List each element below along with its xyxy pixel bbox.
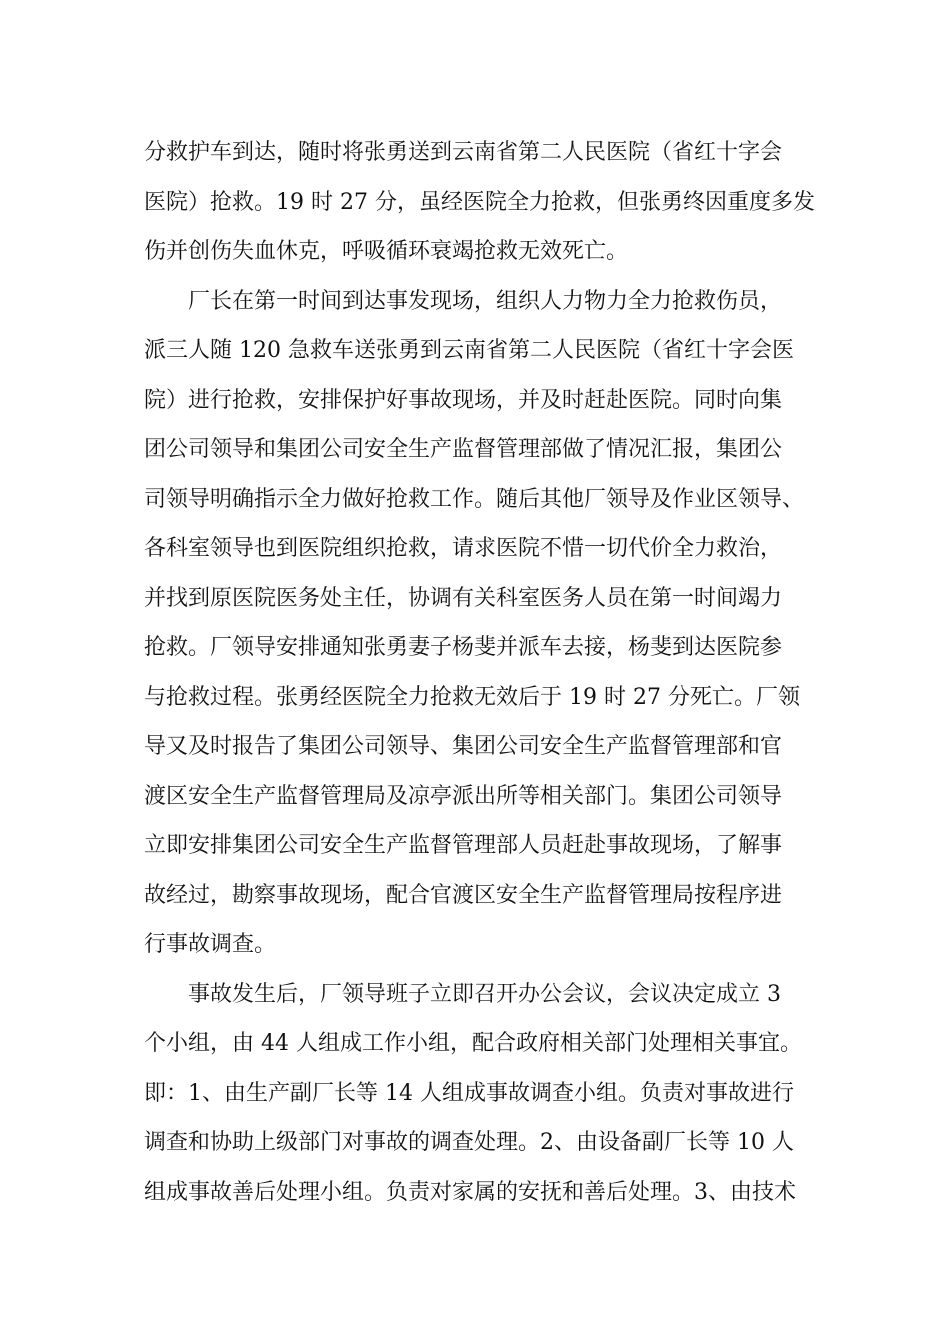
text-line: 渡区安全生产监督管理局及凉亭派出所等相关部门。集团公司领导 xyxy=(144,783,783,809)
text-line: 司领导明确指示全力做好抢救工作。随后其他厂领导及作业区领导、 xyxy=(144,486,805,512)
text-line: 导又及时报告了集团公司领导、集团公司安全生产监督管理部和官 xyxy=(144,734,783,759)
paragraph-start-line: 事故发生后，厂领导班子立即召开办公会议，会议决定成立 3 xyxy=(188,981,781,1007)
text-line: 即：1、由生产副厂长等 14 人组成事故调查小组。负责对事故进行 xyxy=(144,1080,794,1106)
text-line: 医院）抢救。19 时 27 分，虽经医院全力抢救，但张勇终因重度多发 xyxy=(144,189,815,215)
text-line: 故经过，勘察事故现场，配合官渡区安全生产监督管理局按程序进 xyxy=(144,882,783,908)
text-line: 伤并创伤失血休克，呼吸循环衰竭抢救无效死亡。 xyxy=(144,239,629,264)
text-line: 个小组，由 44 人组成工作小组，配合政府相关部门处理相关事宜。 xyxy=(144,1031,802,1056)
paragraph-start-line: 厂长在第一时间到达事发现场，组织人力物力全力抢救伤员， xyxy=(188,288,783,314)
text-line: 派三人随 120 急救车送张勇到云南省第二人民医院（省红十字会医 xyxy=(144,338,794,363)
text-line: 各科室领导也到医院组织抢救，请求医院不惜一切代价全力救治， xyxy=(144,536,783,561)
text-line: 并找到原医院医务处主任，协调有关科室医务人员在第一时间竭力 xyxy=(144,585,783,611)
text-line: 行事故调查。 xyxy=(144,932,277,957)
text-line: 院）进行抢救，安排保护好事故现场，并及时赶赴医院。同时向集 xyxy=(144,387,783,413)
text-line: 分救护车到达，随时将张勇送到云南省第二人民医院（省红十字会 xyxy=(144,140,783,165)
document-body xyxy=(144,128,824,1217)
text-line: 与抢救过程。张勇经医院全力抢救无效后于 19 时 27 分死亡。厂领 xyxy=(144,684,800,710)
text-line: 抢救。厂领导安排通知张勇妻子杨斐并派车去接，杨斐到达医院参 xyxy=(144,635,783,660)
text-line: 立即安排集团公司安全生产监督管理部人员赶赴事故现场，了解事 xyxy=(144,833,783,858)
text-line: 组成事故善后处理小组。负责对家属的安抚和善后处理。3、由技术 xyxy=(144,1179,796,1205)
text-line: 团公司领导和集团公司安全生产监督管理部做了情况汇报，集团公 xyxy=(144,437,783,462)
text-line: 调查和协助上级部门对事故的调查处理。2、由设备副厂长等 10 人 xyxy=(144,1130,794,1155)
